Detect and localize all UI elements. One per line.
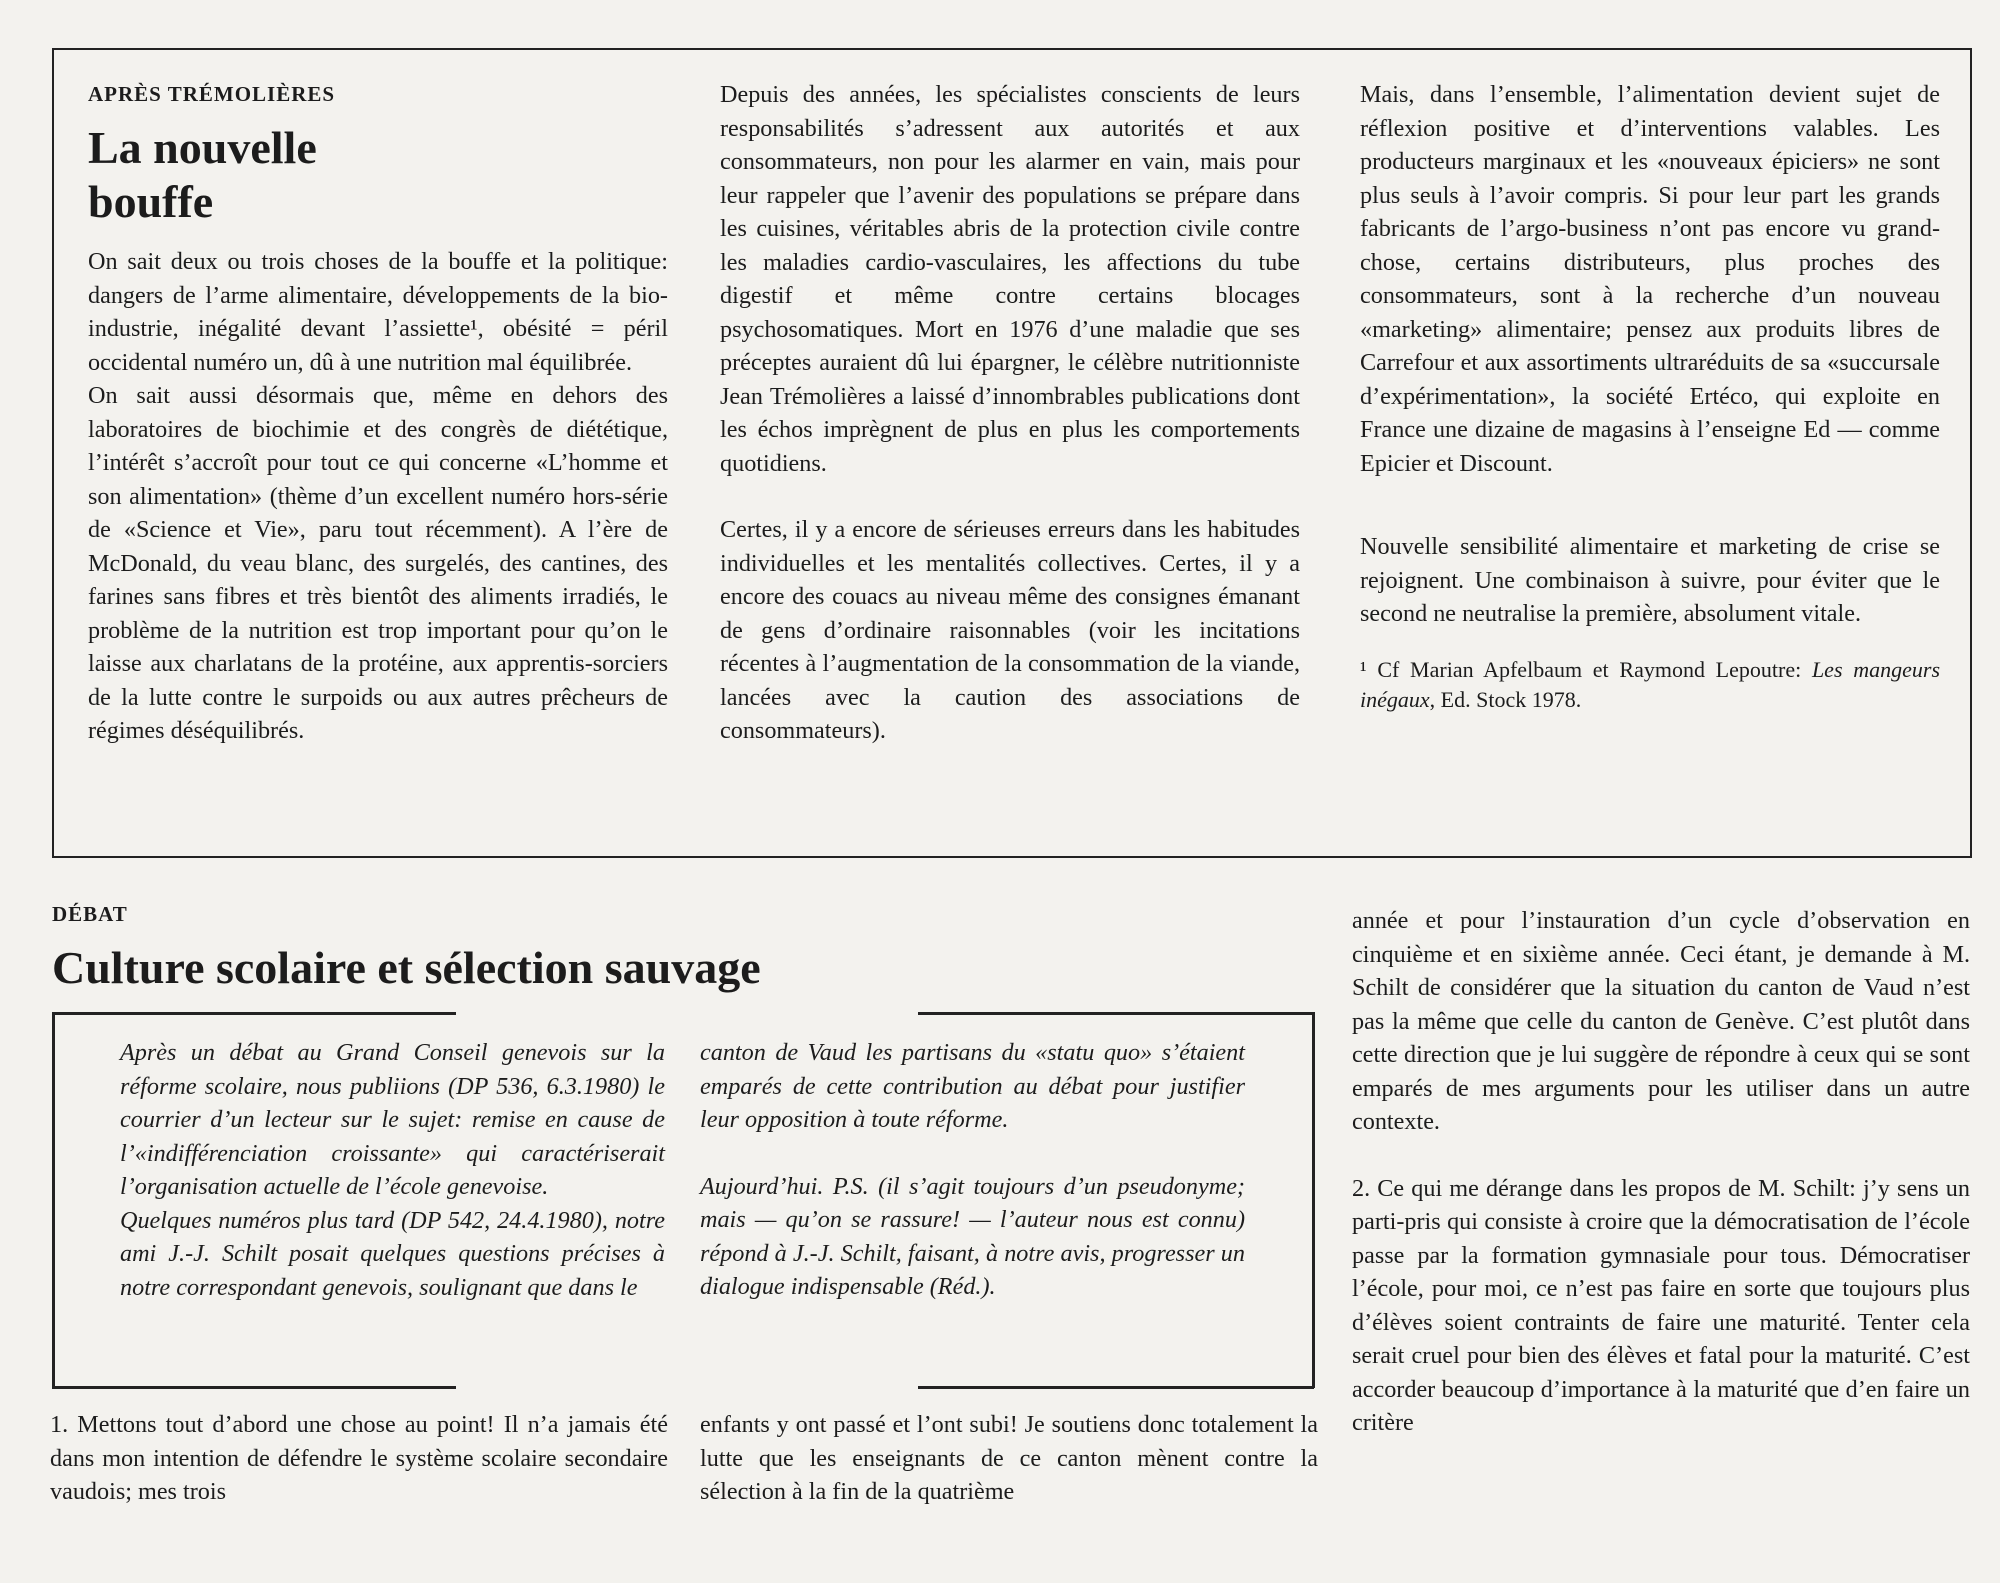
article1-paragraph: Depuis des années, les spécialistes conscients de leurs responsabilités s’adressent aux autorités et aux consommateurs, non pour les alarmer en vain, mais pour leur rappeler que l’avenir des populations se prépare dans les cuisines, véritables abris de la protection civile contre les maladies cardio-vasculaires, les affections du tube digestif et même contre certains blocages psychosomatiques. Mort en 1976 d’une maladie que ses préceptes auraient dû lui épargner, le célèbre nutritionniste Jean Trémolières a laissé d’innombrables publications dont les échos imprègnent de plus en plus les comportements quotidiens. — [720, 81, 1300, 477]
article1-paragraph: On sait aussi désormais que, même en dehors des laboratoires de biochimie et des congrès de diététique, l’intérêt s’accroît pour tout ce qui concerne «L’homme et son alimentation» (thème d’un excellent numéro hors-série de «Science et Vie», paru tout récemment). A l’ère de McDonald, du veau blanc, des surgelés, des cantines, des farines sans fibres et très bientôt des aliments irradiés, le problème de la nutrition est trop important pour qu’on le laisse aux charlatans de la protéine, aux apprentis-sorciers de la lutte contre le surpoids ou aux autres prêcheurs de régimes déséquilibrés. — [88, 382, 668, 744]
footnote-book-title: Les mangeurs inégaux — [1360, 656, 1941, 712]
intro-frame-top-right-rule — [918, 1012, 1314, 1015]
article2-column-1 — [50, 1408, 668, 1509]
article2-kicker: DÉBAT — [52, 902, 128, 926]
intro-paragraph: Quelques numéros plus tard (DP 542, 24.4.1980), notre ami J.-J. Schilt posait quelques questions précises à notre correspondant genevois, soulignant que dans le — [120, 1206, 665, 1301]
article1-column-2 — [720, 78, 1300, 748]
intro-frame-left-rule — [52, 1012, 55, 1388]
footnote-prefix: ¹ Cf Marian Apfelbaum et Raymond Lepoutre: — [1360, 656, 1812, 682]
article1-column-3 — [1360, 78, 1940, 715]
intro-paragraph: Aujourd’hui. P.S. (il s’agit toujours d’un pseudonyme; mais — qu’on se rassure! — l’auteur nous est connu) répond à J.-J. Schilt, faisant, à notre avis, progresser un dialogue indispensable (Réd.). — [700, 1172, 1245, 1300]
intro-frame-top-left-rule — [52, 1012, 456, 1015]
footnote-suffix: , Ed. Stock 1978. — [1429, 686, 1582, 712]
intro-frame-right-rule — [1312, 1012, 1315, 1388]
intro-frame-bottom-right-rule — [918, 1386, 1314, 1389]
article1-title-line1: La nouvelle — [88, 122, 317, 173]
article1-paragraph: Mais, dans l’ensemble, l’alimentation devient sujet de réflexion positive et d’interventions valables. Les producteurs marginaux et les «nouveaux épiciers» ne sont plus seuls à l’avoir compris. Si pour leur part les grands fabricants de l’argo-business n’ont pas encore vu grand-chose, certains distributeurs, plus proches des consommateurs, sont à la recherche d’un nouveau «marketing» alimentaire; pensez aux produits libres de Carrefour et aux assortiments ultraréduits de sa «succursale d’expérimentation», la société Ertéco, qui exploite en France une dizaine de magasins à l’enseigne Ed — comme Epicier et Discount. — [1360, 81, 1940, 477]
article2-paragraph: 2. Ce qui me dérange dans les propos de M. Schilt: j’y sens un parti-pris qui consiste à croire que la démocratisation de l’école passe par la formation gymnasiale pour tous. Démocratiser l’école, pour moi, ce n’est pas faire en sorte que toujours plus d’élèves soient contraints de faire une maturité. Tenter cela serait cruel pour bien des élèves et fatal pour la maturité. C’est accorder beaucoup d’importance à la maturité que d’en faire un critère — [1352, 1174, 1970, 1436]
intro-paragraph: canton de Vaud les partisans du «statu quo» s’étaient emparés de cette contribution au débat pour justifier leur opposition à toute réforme. — [700, 1039, 1245, 1133]
intro-column-2 — [700, 1036, 1245, 1304]
article2-paragraph: 1. Mettons tout d’abord une chose au point! Il n’a jamais été dans mon intention de défendre le système scolaire secondaire vaudois; mes trois — [50, 1411, 668, 1505]
article1-header — [88, 82, 668, 229]
footnote — [1360, 655, 1940, 715]
article1-title — [88, 121, 668, 229]
article1-title-line2: bouffe — [88, 176, 214, 227]
intro-column-1 — [120, 1036, 665, 1304]
article2-column-2 — [700, 1408, 1318, 1509]
article1-kicker: APRÈS TRÉMOLIÈRES — [88, 82, 336, 106]
intro-frame-bottom-left-rule — [52, 1386, 456, 1389]
article1-paragraph: Nouvelle sensibilité alimentaire et marketing de crise se rejoignent. Une combinaison à suivre, pour éviter que le second ne neutralise la première, absolument vitale. — [1360, 533, 1940, 627]
article2-title: Culture scolaire et sélection sauvage — [52, 942, 761, 993]
article2-paragraph: année et pour l’instauration d’un cycle d’observation en cinquième et en sixième année. Ceci étant, je demande à M. Schilt de considérer que la situation du canton de Vaud n’est pas la même que celle du canton de Genève. C’est plutôt dans cette direction que je lui suggère de répondre à ceux qui se sont emparés de mes arguments pour les utiliser dans un autre contexte. — [1352, 907, 1970, 1135]
intro-paragraph: Après un débat au Grand Conseil genevois sur la réforme scolaire, nous publiions (DP 536, 6.3.1980) le courrier d’un lecteur sur le sujet: remise en cause de l’«indifférenciation croissante» qui caractériserait l’organisation actuelle de l’école genevoise. — [120, 1039, 665, 1200]
article2-column-3 — [1352, 904, 1970, 1440]
article1-paragraph: Certes, il y a encore de sérieuses erreurs dans les habitudes individuelles et les mentalités collectives. Certes, il y a encore des couacs au niveau même des consignes émanant de gens d’ordinaire raisonnables (voir les incitations récentes à l’augmentation de la consommation de la viande, lancées avec la caution des associations de consommateurs). — [720, 516, 1300, 744]
article2-paragraph: enfants y ont passé et l’ont subi! Je soutiens donc totalement la lutte que les enseignants de ce canton mènent contre la sélection à la fin de la quatrième — [700, 1411, 1318, 1505]
article1-paragraph: On sait deux ou trois choses de la bouffe et la politique: dangers de l’arme alimentaire, développements de la bio-industrie, inégalité devant l’assiette¹, obésité = péril occidental numéro un, dû à une nutrition mal équilibrée. — [88, 248, 668, 376]
article1-column-1 — [88, 245, 668, 748]
article2-header — [52, 902, 1302, 994]
